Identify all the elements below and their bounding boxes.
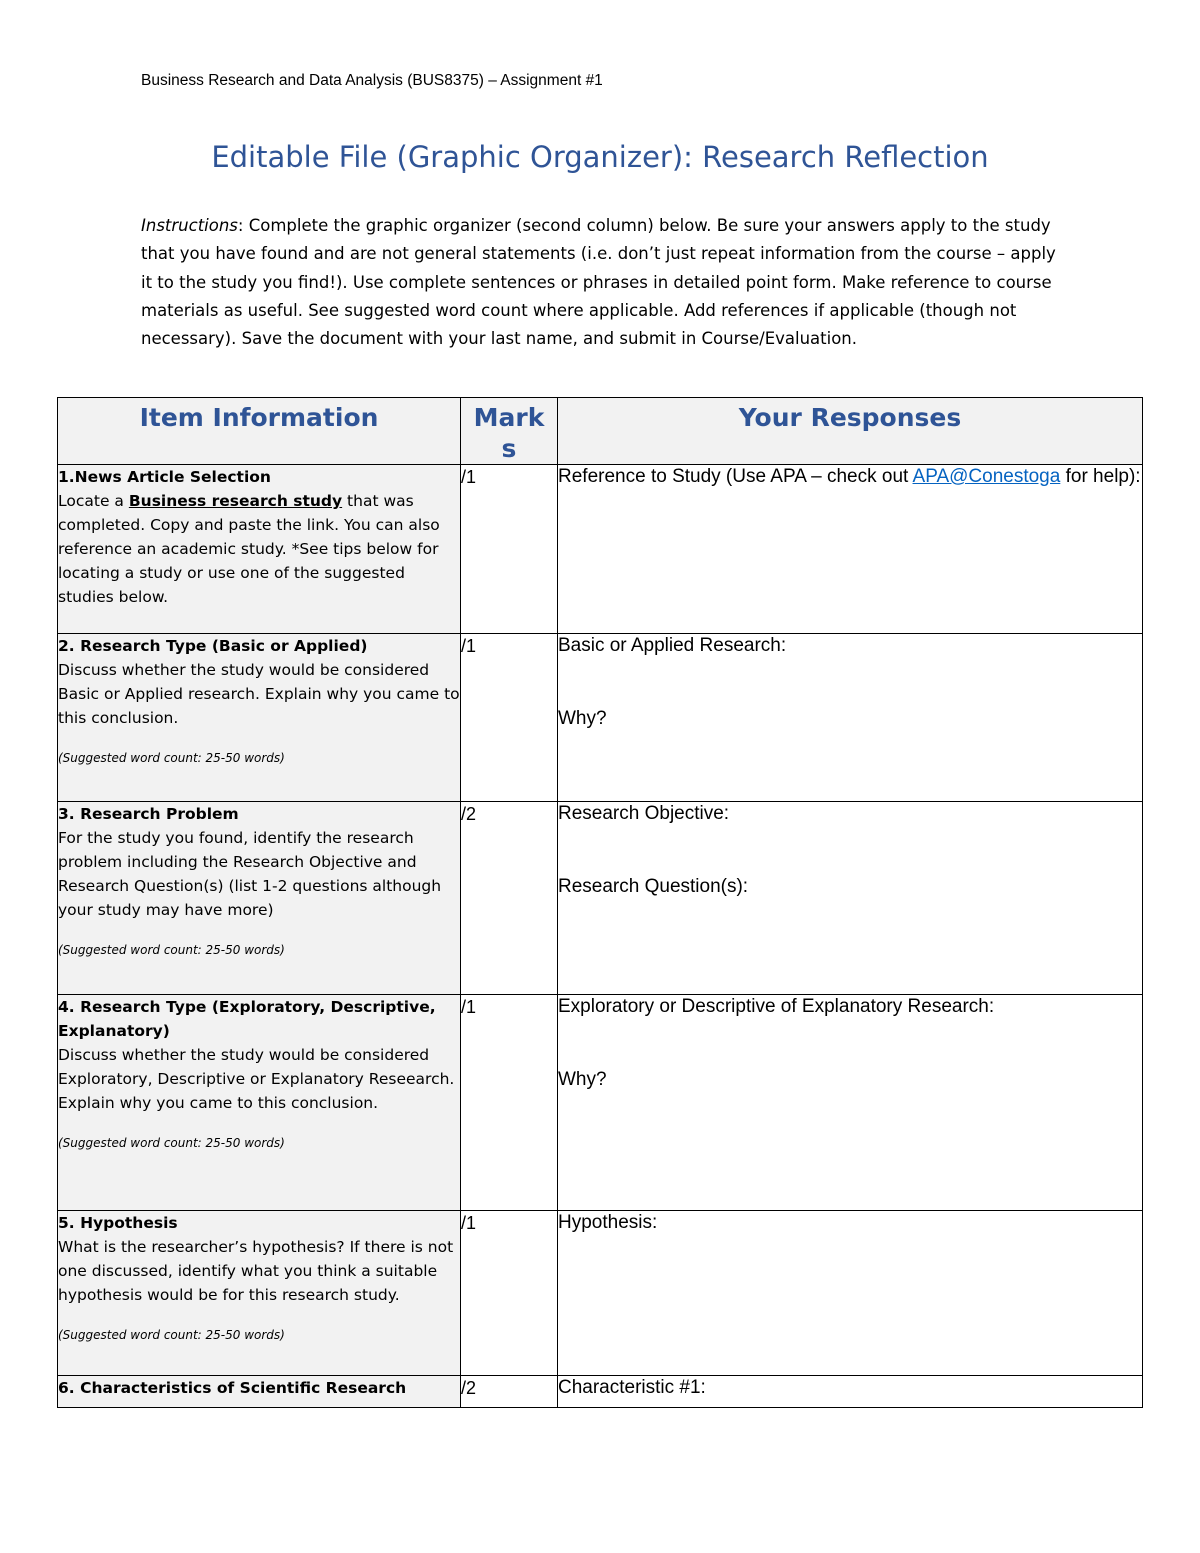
- table-header-row: [58, 398, 1143, 465]
- response-cell[interactable]: [558, 802, 1143, 995]
- item-title: 4. Research Type (Exploratory, Descriptive, Explanatory): [58, 998, 436, 1040]
- instructions-text: : Complete the graphic organizer (second column) below. Be sure your answers apply to the study that you have found and are not general statements (i.e. don’t just repeat information from the course – apply it to the study you find!). Use complete sentences or phrases in detailed point form. Make reference to course materials as useful. See suggested word count where applicable. Add references if applicable (though not necessary). Save the document with your last name, and submit in Course/Evaluation.: [141, 216, 1056, 349]
- header-your-responses: Your Responses: [558, 398, 1143, 465]
- item-cell: [58, 1376, 461, 1408]
- response-cell[interactable]: [558, 634, 1143, 802]
- response-cell[interactable]: [558, 995, 1143, 1211]
- response-cell[interactable]: [558, 465, 1143, 634]
- page-title: Editable File (Graphic Organizer): Research Reflection: [211, 140, 989, 174]
- item-title: 5. Hypothesis: [58, 1214, 178, 1232]
- marks-cell: /2: [461, 802, 558, 995]
- item-title: 2. Research Type (Basic or Applied): [58, 637, 368, 655]
- table-row: [58, 465, 1143, 634]
- item-description: For the study you found, identify the research problem including the Research Objective and Research Question(s) (list 1-2 questions although your study may have more): [58, 829, 442, 919]
- suggested-word-count: (Suggested word count: 25-50 words): [58, 1136, 285, 1150]
- response-prompt: Research Question(s):: [558, 876, 749, 897]
- apa-conestoga-link[interactable]: APA@Conestoga: [912, 466, 1061, 487]
- table-row: [58, 1376, 1143, 1408]
- item-title: 3. Research Problem: [58, 805, 239, 823]
- response-cell[interactable]: [558, 1376, 1143, 1408]
- instructions: [141, 212, 1071, 353]
- item-cell: [58, 1211, 461, 1376]
- table-row: [58, 634, 1143, 802]
- marks-cell: /1: [461, 465, 558, 634]
- item-title: 1.News Article Selection: [58, 468, 271, 486]
- suggested-word-count: (Suggested word count: 25-50 words): [58, 943, 285, 957]
- response-text: Reference to Study (Use APA – check out APA@Conestoga for help):: [558, 466, 1141, 487]
- response-prompt: Characteristic #1:: [558, 1377, 706, 1398]
- business-research-study-link: Business research study: [128, 492, 343, 510]
- response-prompt: Why?: [558, 1069, 607, 1090]
- marks-cell: /1: [461, 995, 558, 1211]
- item-description: Locate a Business research study that was completed. Copy and paste the link. You can also reference an academic study. *See tips below for locating a study or use one of the suggested studies below.: [58, 492, 440, 606]
- suggested-word-count: (Suggested word count: 25-50 words): [58, 751, 285, 765]
- header-item-information: Item Information: [58, 398, 461, 465]
- header-marks: Mark s: [461, 398, 558, 465]
- response-prompt: Hypothesis:: [558, 1212, 658, 1233]
- table-row: [58, 995, 1143, 1211]
- instructions-lead: Instructions: [141, 216, 238, 235]
- graphic-organizer-table: [57, 397, 1143, 1408]
- item-title: 6. Characteristics of Scientific Research: [58, 1379, 407, 1397]
- marks-cell: /1: [461, 634, 558, 802]
- item-description: Discuss whether the study would be considered Basic or Applied research. Explain why you came to this conclusion.: [58, 661, 460, 727]
- response-prompt: Exploratory or Descriptive of Explanatory Research:: [558, 996, 995, 1017]
- item-description: Discuss whether the study would be considered Exploratory, Descriptive or Explanatory Reseearch. Explain why you came to this conclusion.: [58, 1046, 455, 1112]
- response-prompt: Basic or Applied Research:: [558, 635, 787, 656]
- table-row: [58, 802, 1143, 995]
- marks-cell: /1: [461, 1211, 558, 1376]
- response-cell[interactable]: [558, 1211, 1143, 1376]
- marks-cell: /2: [461, 1376, 558, 1408]
- response-prompt: Why?: [558, 708, 607, 729]
- item-cell: [58, 802, 461, 995]
- item-cell: [58, 465, 461, 634]
- suggested-word-count: (Suggested word count: 25-50 words): [58, 1328, 285, 1342]
- item-cell: [58, 634, 461, 802]
- item-description: What is the researcher’s hypothesis? If there is not one discussed, identify what you think a suitable hypothesis would be for this research study.: [58, 1238, 454, 1304]
- response-prompt: Research Objective:: [558, 803, 730, 824]
- item-cell: [58, 995, 461, 1211]
- document-header: Business Research and Data Analysis (BUS8375) – Assignment #1: [141, 72, 603, 89]
- table-row: [58, 1211, 1143, 1376]
